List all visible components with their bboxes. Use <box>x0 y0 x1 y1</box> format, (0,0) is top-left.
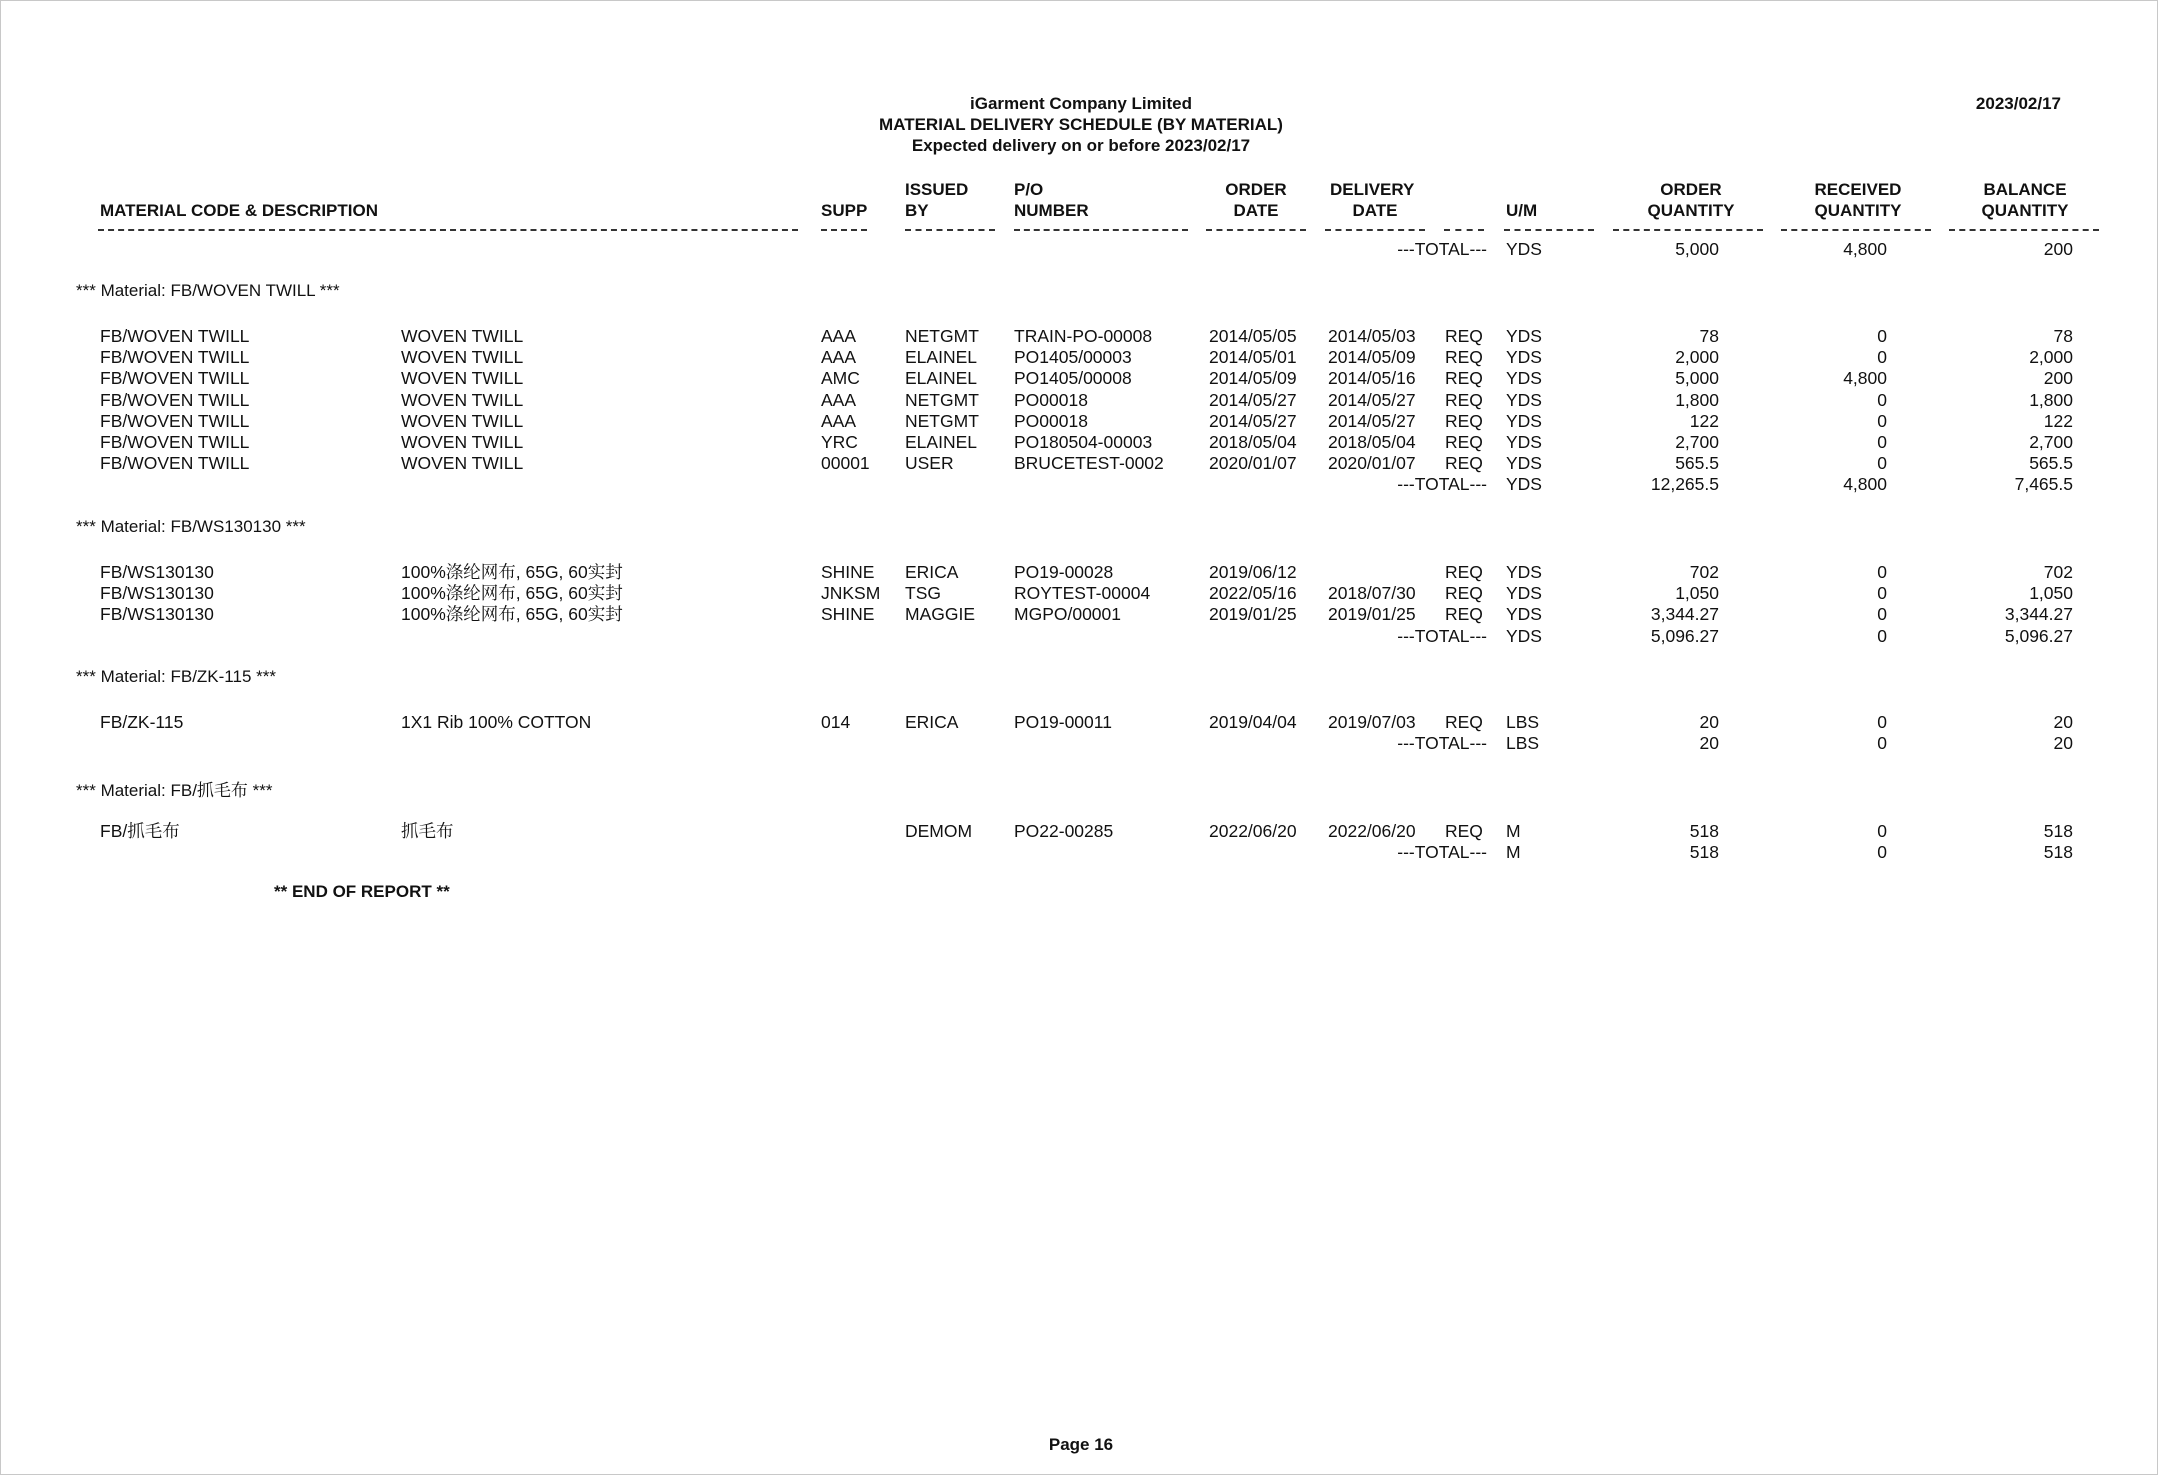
po-number: MGPO/00001 <box>1014 604 1121 625</box>
po-number: BRUCETEST-0002 <box>1014 453 1164 474</box>
unit-of-measure: YDS <box>1506 562 1542 582</box>
req-flag: REQ <box>1445 604 1483 625</box>
balance-quantity: 3,344.27 <box>2004 604 2073 625</box>
col-header-order-qty-1: ORDER <box>1660 180 1722 199</box>
header-divider <box>1014 229 1188 231</box>
total-balance-qty: 7,465.5 <box>2014 474 2073 495</box>
order-quantity: 3,344.27 <box>1650 604 1719 625</box>
req-flag: REQ <box>1445 326 1483 346</box>
total-label: ---TOTAL--- <box>1397 239 1487 259</box>
order-date: 2014/05/01 <box>1209 347 1297 368</box>
balance-quantity: 2,700 <box>2029 432 2073 452</box>
req-flag: REQ <box>1445 583 1483 604</box>
header-divider <box>1781 229 1931 231</box>
issued-by: DEMOM <box>905 821 973 841</box>
total-balance-qty: 200 <box>2043 239 2073 259</box>
received-quantity: 0 <box>1877 583 1887 604</box>
order-date: 2019/04/04 <box>1209 712 1297 732</box>
balance-quantity: 1,800 <box>2029 389 2073 410</box>
supplier-code: YRC <box>821 432 858 452</box>
received-quantity: 0 <box>1877 604 1887 625</box>
total-balance-qty: 20 <box>2053 733 2073 754</box>
unit-of-measure: YDS <box>1506 604 1542 625</box>
issued-by: ELAINEL <box>905 347 977 368</box>
material-code: FB/WOVEN TWILL <box>100 432 250 452</box>
received-quantity: 0 <box>1877 562 1887 582</box>
header-divider <box>1613 229 1763 231</box>
order-quantity: 518 <box>1689 821 1719 841</box>
col-header-received-qty-2: QUANTITY <box>1814 201 1902 220</box>
total-um: YDS <box>1506 239 1542 259</box>
total-label: ---TOTAL--- <box>1397 733 1487 754</box>
po-number: PO1405/00003 <box>1014 347 1132 368</box>
material-description: WOVEN TWILL <box>401 389 524 410</box>
material-code: FB/WS130130 <box>100 604 214 625</box>
total-balance-qty: 518 <box>2043 842 2073 863</box>
balance-quantity: 565.5 <box>2029 453 2073 474</box>
total-order-qty: 518 <box>1689 842 1719 863</box>
req-flag: REQ <box>1445 453 1483 474</box>
material-code: FB/WS130130 <box>100 562 214 582</box>
issued-by: ELAINEL <box>905 368 977 389</box>
received-quantity: 0 <box>1877 432 1887 452</box>
balance-quantity: 1,050 <box>2029 583 2073 604</box>
unit-of-measure: YDS <box>1506 368 1542 389</box>
col-header-delivery-date-1: DELIVERY <box>1330 180 1415 199</box>
col-header-order-date-1: ORDER <box>1225 180 1287 199</box>
header-divider <box>1504 229 1594 231</box>
po-number: PO19-00011 <box>1014 712 1112 732</box>
header-divider <box>1325 229 1425 231</box>
material-description: WOVEN TWILL <box>401 453 524 474</box>
col-header-po-1: P/O <box>1014 180 1044 199</box>
issued-by: USER <box>905 453 954 474</box>
company-name: iGarment Company Limited <box>970 94 1192 113</box>
issued-by: ELAINEL <box>905 432 977 452</box>
balance-quantity: 200 <box>2043 368 2073 389</box>
supplier-code: AAA <box>821 347 857 368</box>
col-header-issued-1: ISSUED <box>905 180 969 199</box>
material-description: 抓毛布 <box>401 821 454 841</box>
po-number: ROYTEST-00004 <box>1014 583 1151 604</box>
received-quantity: 4,800 <box>1843 368 1887 389</box>
delivery-date: 2019/07/03 <box>1328 712 1416 732</box>
material-code: FB/WOVEN TWILL <box>100 368 250 389</box>
order-date: 2014/05/27 <box>1209 410 1297 431</box>
material-section-title: *** Material: FB/WOVEN TWILL *** <box>76 281 340 300</box>
supplier-code: 014 <box>821 712 851 732</box>
req-flag: REQ <box>1445 368 1483 389</box>
issued-by: TSG <box>905 583 941 604</box>
total-label: ---TOTAL--- <box>1397 842 1487 863</box>
material-description: 100%涤纶网布, 65G, 60实封 <box>401 562 623 582</box>
issued-by: ERICA <box>905 562 959 582</box>
balance-quantity: 2,000 <box>2029 347 2073 368</box>
req-flag: REQ <box>1445 347 1483 368</box>
material-section-title: *** Material: FB/ZK-115 *** <box>76 667 276 686</box>
total-order-qty: 5,096.27 <box>1650 625 1719 646</box>
po-number: PO180504-00003 <box>1014 432 1153 452</box>
report-subtitle: Expected delivery on or before 2023/02/17 <box>911 136 1251 155</box>
col-header-issued-2: BY <box>905 201 929 220</box>
delivery-date: 2019/01/25 <box>1328 604 1416 625</box>
order-date: 2022/06/20 <box>1209 821 1297 841</box>
po-number: PO00018 <box>1014 410 1088 431</box>
order-quantity: 20 <box>1699 712 1719 732</box>
order-quantity: 1,800 <box>1675 389 1719 410</box>
unit-of-measure: M <box>1506 821 1521 841</box>
header-divider <box>98 229 798 231</box>
material-description: 100%涤纶网布, 65G, 60实封 <box>401 583 623 604</box>
req-flag: REQ <box>1445 712 1483 732</box>
material-code: FB/WOVEN TWILL <box>100 347 250 368</box>
order-quantity: 1,050 <box>1675 583 1719 604</box>
header-divider <box>821 229 867 231</box>
order-quantity: 5,000 <box>1675 368 1719 389</box>
order-quantity: 122 <box>1689 410 1719 431</box>
total-received-qty: 0 <box>1877 625 1887 646</box>
received-quantity: 0 <box>1877 712 1887 732</box>
delivery-date: 2018/05/04 <box>1328 432 1416 452</box>
col-header-um: U/M <box>1506 201 1538 220</box>
req-flag: REQ <box>1445 821 1483 841</box>
unit-of-measure: YDS <box>1506 453 1542 474</box>
delivery-date: 2014/05/27 <box>1328 410 1416 431</box>
delivery-date: 2014/05/03 <box>1328 326 1416 346</box>
header-divider <box>1444 229 1484 231</box>
material-description: WOVEN TWILL <box>401 432 524 452</box>
total-order-qty: 5,000 <box>1675 239 1719 259</box>
supplier-code: AAA <box>821 410 857 431</box>
material-description: 100%涤纶网布, 65G, 60实封 <box>401 604 623 625</box>
order-date: 2022/05/16 <box>1209 583 1297 604</box>
material-code: FB/WOVEN TWILL <box>100 326 250 346</box>
total-order-qty: 20 <box>1699 733 1719 754</box>
unit-of-measure: YDS <box>1506 389 1542 410</box>
col-header-supp: SUPP <box>821 201 868 220</box>
order-quantity: 565.5 <box>1675 453 1719 474</box>
received-quantity: 0 <box>1877 453 1887 474</box>
po-number: PO1405/00008 <box>1014 368 1132 389</box>
issued-by: ERICA <box>905 712 959 732</box>
delivery-date: 2020/01/07 <box>1328 453 1416 474</box>
material-code: FB/抓毛布 <box>100 821 180 841</box>
supplier-code: AAA <box>821 326 857 346</box>
unit-of-measure: YDS <box>1506 410 1542 431</box>
report-title: MATERIAL DELIVERY SCHEDULE (BY MATERIAL) <box>879 115 1283 134</box>
total-um: YDS <box>1506 474 1542 495</box>
material-description: WOVEN TWILL <box>401 410 524 431</box>
balance-quantity: 518 <box>2043 821 2073 841</box>
col-header-delivery-date-2: DATE <box>1352 201 1398 220</box>
col-header-order-date-2: DATE <box>1233 201 1279 220</box>
issued-by: MAGGIE <box>905 604 976 625</box>
col-header-balance-qty-1: BALANCE <box>1983 180 2067 199</box>
delivery-date: 2014/05/09 <box>1328 347 1416 368</box>
material-code: FB/WS130130 <box>100 583 214 604</box>
col-header-received-qty-1: RECEIVED <box>1814 180 1902 199</box>
po-number: PO22-00285 <box>1014 821 1114 841</box>
order-date: 2014/05/09 <box>1209 368 1297 389</box>
material-description: WOVEN TWILL <box>401 326 524 346</box>
total-label: ---TOTAL--- <box>1397 474 1487 495</box>
total-received-qty: 4,800 <box>1843 474 1887 495</box>
balance-quantity: 122 <box>2043 410 2073 431</box>
unit-of-measure: YDS <box>1506 347 1542 368</box>
header-divider <box>905 229 995 231</box>
order-date: 2019/06/12 <box>1209 562 1297 582</box>
report-date: 2023/02/17 <box>1975 94 2061 113</box>
req-flag: REQ <box>1445 389 1483 410</box>
material-code: FB/WOVEN TWILL <box>100 410 250 431</box>
total-received-qty: 0 <box>1877 733 1887 754</box>
header-divider <box>1949 229 2099 231</box>
material-description: WOVEN TWILL <box>401 347 524 368</box>
delivery-date: 2014/05/27 <box>1328 389 1416 410</box>
req-flag: REQ <box>1445 432 1483 452</box>
supplier-code: JNKSM <box>821 583 881 604</box>
order-quantity: 702 <box>1689 562 1719 582</box>
order-date: 2019/01/25 <box>1209 604 1297 625</box>
header-divider <box>1206 229 1306 231</box>
supplier-code: SHINE <box>821 604 875 625</box>
material-description: 1X1 Rib 100% COTTON <box>401 712 592 732</box>
supplier-code: AMC <box>821 368 860 389</box>
total-label: ---TOTAL--- <box>1397 625 1487 646</box>
total-received-qty: 0 <box>1877 842 1887 863</box>
total-um: YDS <box>1506 625 1542 646</box>
order-date: 2014/05/27 <box>1209 389 1297 410</box>
received-quantity: 0 <box>1877 410 1887 431</box>
supplier-code: 00001 <box>821 453 870 474</box>
order-quantity: 2,700 <box>1675 432 1719 452</box>
material-code: FB/WOVEN TWILL <box>100 389 250 410</box>
issued-by: NETGMT <box>905 410 979 431</box>
req-flag: REQ <box>1445 410 1483 431</box>
supplier-code: AAA <box>821 389 857 410</box>
unit-of-measure: YDS <box>1506 583 1542 604</box>
total-received-qty: 4,800 <box>1843 239 1887 259</box>
received-quantity: 0 <box>1877 389 1887 410</box>
balance-quantity: 78 <box>2053 326 2073 346</box>
issued-by: NETGMT <box>905 389 979 410</box>
delivery-date: 2018/07/30 <box>1328 583 1416 604</box>
balance-quantity: 702 <box>2043 562 2073 582</box>
col-header-material: MATERIAL CODE & DESCRIPTION <box>100 201 378 220</box>
po-number: TRAIN-PO-00008 <box>1014 326 1153 346</box>
order-quantity: 78 <box>1699 326 1719 346</box>
col-header-order-qty-2: QUANTITY <box>1647 201 1735 220</box>
supplier-code: SHINE <box>821 562 875 582</box>
col-header-po-2: NUMBER <box>1014 201 1089 220</box>
material-description: WOVEN TWILL <box>401 368 524 389</box>
col-header-balance-qty-2: QUANTITY <box>1981 201 2069 220</box>
balance-quantity: 20 <box>2053 712 2073 732</box>
total-order-qty: 12,265.5 <box>1650 474 1719 495</box>
total-um: LBS <box>1506 733 1540 754</box>
req-flag: REQ <box>1445 562 1483 582</box>
unit-of-measure: YDS <box>1506 432 1542 452</box>
order-quantity: 2,000 <box>1675 347 1719 368</box>
unit-of-measure: YDS <box>1506 326 1542 346</box>
po-number: PO00018 <box>1014 389 1088 410</box>
received-quantity: 0 <box>1877 821 1887 841</box>
total-balance-qty: 5,096.27 <box>2004 625 2073 646</box>
po-number: PO19-00028 <box>1014 562 1114 582</box>
material-section-title: *** Material: FB/WS130130 *** <box>76 517 306 536</box>
order-date: 2020/01/07 <box>1209 453 1297 474</box>
issued-by: NETGMT <box>905 326 979 346</box>
order-date: 2014/05/05 <box>1209 326 1297 346</box>
received-quantity: 0 <box>1877 326 1887 346</box>
material-code: FB/WOVEN TWILL <box>100 453 250 474</box>
page-number: Page 16 <box>1048 1435 1114 1454</box>
material-section-title: *** Material: FB/抓毛布 *** <box>76 781 273 800</box>
material-code: FB/ZK-115 <box>100 712 184 732</box>
delivery-date: 2022/06/20 <box>1328 821 1416 841</box>
order-date: 2018/05/04 <box>1209 432 1297 452</box>
end-of-report: ** END OF REPORT ** <box>274 882 450 901</box>
received-quantity: 0 <box>1877 347 1887 368</box>
total-um: M <box>1506 842 1521 863</box>
delivery-date: 2014/05/16 <box>1328 368 1416 389</box>
unit-of-measure: LBS <box>1506 712 1540 732</box>
